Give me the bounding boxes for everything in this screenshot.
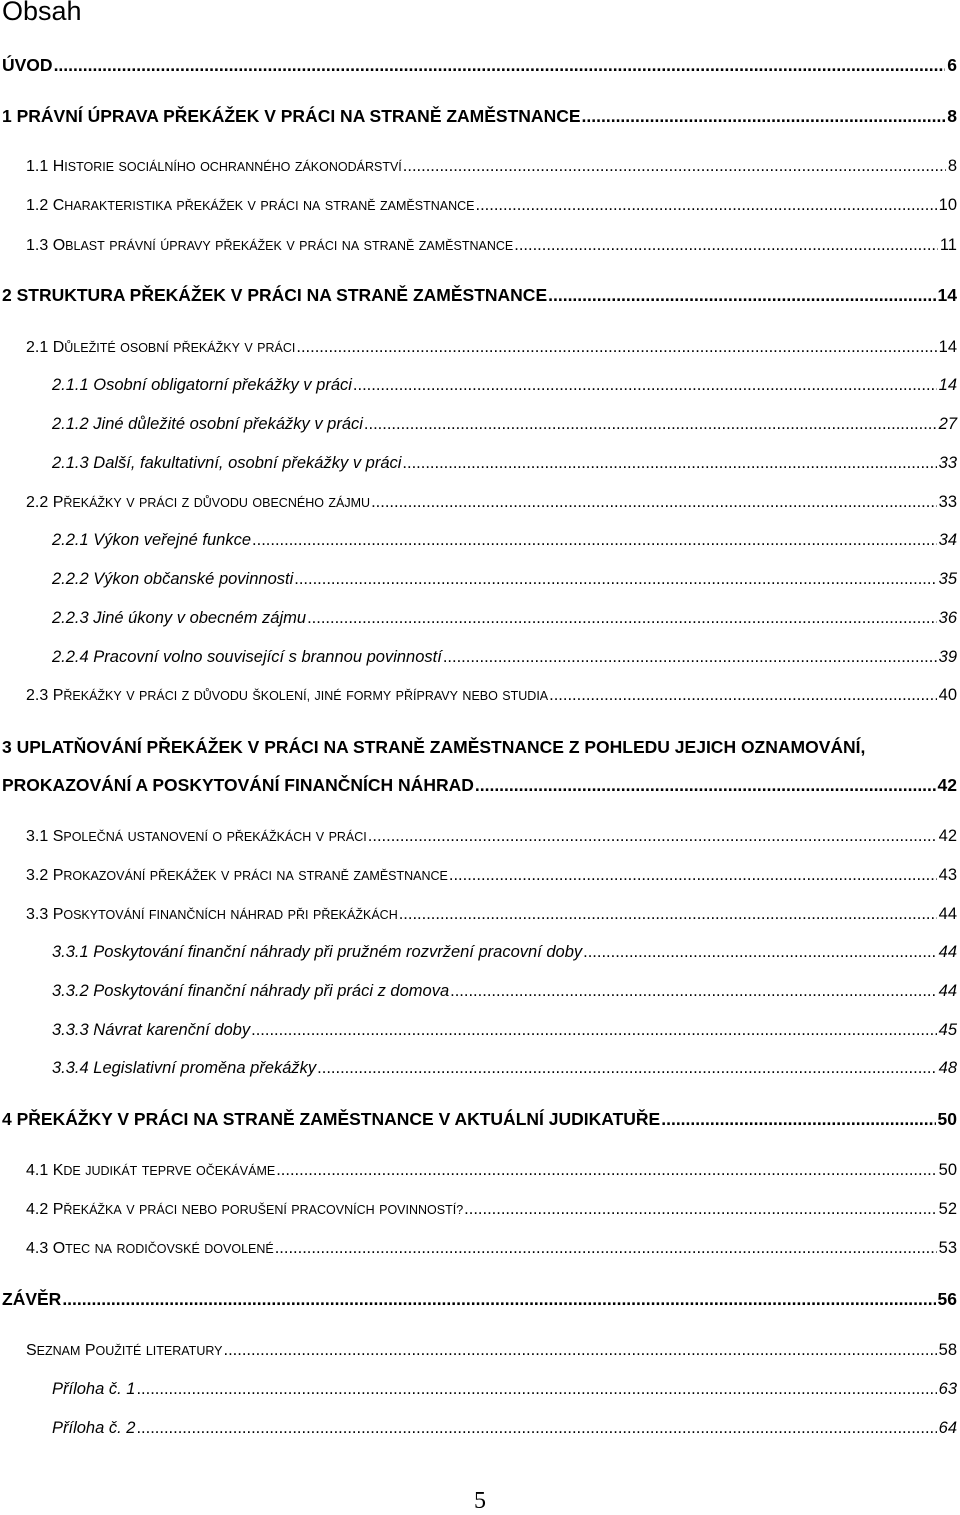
toc-entry-page: 50 <box>938 1161 957 1179</box>
toc-entry-page: 36 <box>938 609 957 627</box>
toc-entry-label: 1.3 OBLAST PRÁVNÍ ÚPRAVY PŘEKÁŽEK V PRÁCI NA STRANĚ ZAMĚSTNANCE <box>26 237 514 254</box>
toc-entry[interactable] <box>26 684 957 706</box>
toc-entry-label: 2.2.2 Výkon občanské povinnosti <box>52 570 294 588</box>
toc-entry-page: 40 <box>938 686 957 704</box>
toc-entry[interactable] <box>52 1019 957 1041</box>
toc-entry-label: 2.2 PŘEKÁŽKY V PRÁCI Z DŮVODU OBECNÉHO ZÁJMU <box>26 494 371 511</box>
toc-entry-page: 42 <box>937 775 957 795</box>
toc-entry-page: 58 <box>938 1341 957 1359</box>
toc-leader-dots <box>223 1339 936 1361</box>
toc-leader-dots <box>364 413 937 435</box>
toc-entry-page: 52 <box>938 1200 957 1218</box>
toc-leader-dots <box>399 903 937 925</box>
toc-entry-page: 11 <box>939 236 957 254</box>
toc-entry-label: 1.1 HISTORIE SOCIÁLNÍHO OCHRANNÉHO ZÁKONODÁRSTVÍ <box>26 158 402 175</box>
toc-entry-page: 35 <box>938 570 957 588</box>
toc-entry-page: 33 <box>938 493 957 511</box>
toc-entry-page: 27 <box>938 415 957 433</box>
toc-entry-label: 2.2.4 Pracovní volno související s brannou povinností <box>52 648 442 666</box>
page-title: Obsah <box>2 0 82 26</box>
toc-leader-dots <box>317 1057 936 1079</box>
toc-entry[interactable] <box>26 903 957 925</box>
toc-leader-dots <box>450 980 937 1002</box>
toc-entry[interactable] <box>26 825 957 847</box>
toc-leader-dots <box>368 825 937 847</box>
toc-entry[interactable] <box>26 1198 957 1220</box>
toc-entry-label: 2.2.1 Výkon veřejné funkce <box>52 531 252 549</box>
toc-leader-dots <box>62 1288 935 1310</box>
toc-leader-dots <box>464 1198 936 1220</box>
toc-entry[interactable] <box>52 568 957 590</box>
toc-entry-label: 3.3.2 Poskytování finanční náhrady při práci z domova <box>52 982 450 1000</box>
toc-leader-dots <box>136 1417 936 1439</box>
toc-entry-label: 3.2 PROKAZOVÁNÍ PŘEKÁŽEK V PRÁCI NA STRANĚ ZAMĚSTNANCE <box>26 867 448 884</box>
toc-entry[interactable] <box>26 1159 957 1181</box>
toc-entry-label: 2.1 DŮLEŽITÉ OSOBNÍ PŘEKÁŽKY V PRÁCI <box>26 339 296 356</box>
toc-entry-page: 43 <box>938 866 957 884</box>
toc-entry[interactable] <box>2 105 957 127</box>
toc-leader-dots <box>548 284 935 306</box>
toc-entry-label: 4.3 OTEC NA RODIČOVSKÉ DOVOLENÉ <box>26 1240 274 1257</box>
toc-entry[interactable] <box>52 413 957 435</box>
toc-entry-label: 2.1.3 Další, fakultativní, osobní překážky v práci <box>52 454 402 472</box>
toc-entry-label: 2 STRUKTURA PŘEKÁŽEK V PRÁCI NA STRANĚ ZAMĚSTNANCE <box>2 285 548 305</box>
toc-entry-label: 3 UPLATŇOVÁNÍ PŘEKÁŽEK V PRÁCI NA STRANĚ ZAMĚSTNANCE Z POHLEDU JEJICH OZNAMOVÁNÍ, <box>2 737 866 757</box>
toc-entry-page: 42 <box>938 827 957 845</box>
toc-entry[interactable] <box>26 491 957 513</box>
toc-leader-dots <box>661 1108 935 1130</box>
toc-entry-label: 4 PŘEKÁŽKY V PRÁCI NA STRANĚ ZAMĚSTNANCE V AKTUÁLNÍ JUDIKATUŘE <box>2 1109 661 1129</box>
toc-entry-page: 33 <box>938 454 957 472</box>
toc-leader-dots <box>514 234 938 256</box>
toc-leader-dots <box>136 1378 936 1400</box>
toc-leader-dots <box>443 646 937 668</box>
toc-entry-label: 3.3.3 Návrat karenční doby <box>52 1021 251 1039</box>
toc-entry[interactable] <box>2 736 957 758</box>
toc-entry[interactable] <box>26 1237 957 1259</box>
toc-entry-page: 14 <box>938 376 957 394</box>
toc-entry[interactable] <box>26 155 957 177</box>
page-number: 5 <box>474 1488 486 1514</box>
toc-entry-page: 10 <box>938 196 957 214</box>
toc-entry-label: ÚVOD <box>2 55 53 75</box>
toc-entry-page: 48 <box>938 1059 957 1077</box>
toc-entry-label: 1 PRÁVNÍ ÚPRAVA PŘEKÁŽEK V PRÁCI NA STRANĚ ZAMĚSTNANCE <box>2 106 581 126</box>
toc-entry-page: 45 <box>938 1021 957 1039</box>
toc-entry-label: 2.2.3 Jiné úkony v obecném zájmu <box>52 609 307 627</box>
toc-entry-page: 64 <box>938 1419 957 1437</box>
toc-entry[interactable] <box>26 336 957 358</box>
toc-entry-label: PROKAZOVÁNÍ A POSKYTOVÁNÍ FINANČNÍCH NÁHRAD <box>2 775 474 795</box>
toc-leader-dots <box>353 374 937 396</box>
toc-leader-dots <box>54 54 946 76</box>
toc-leader-dots <box>475 774 936 796</box>
toc-entry[interactable] <box>52 941 957 963</box>
toc-leader-dots <box>549 684 937 706</box>
toc-entry-page: 44 <box>938 982 957 1000</box>
toc-leader-dots <box>307 607 937 629</box>
toc-entry-label: 3.3.4 Legislativní proměna překážky <box>52 1059 317 1077</box>
toc-entry-page: 14 <box>937 285 957 305</box>
toc-entry-label: 2.3 PŘEKÁŽKY V PRÁCI Z DŮVODU ŠKOLENÍ, JINÉ FORMY PŘÍPRAVY NEBO STUDIA <box>26 687 549 704</box>
toc-entry[interactable] <box>52 646 957 668</box>
toc-entry-page: 39 <box>938 648 957 666</box>
toc-entry-page: 53 <box>938 1239 957 1257</box>
toc-entry-label: 4.2 PŘEKÁŽKA V PRÁCI NEBO PORUŠENÍ PRACOVNÍCH POVINNOSTÍ? <box>26 1201 464 1218</box>
toc-entry-page: 14 <box>938 338 957 356</box>
toc-leader-dots <box>582 105 946 127</box>
toc-entry-page: 8 <box>947 157 957 175</box>
toc-entry-label: SEZNAM POUŽITÉ LITERATURY <box>26 1342 223 1359</box>
toc-leader-dots <box>252 529 937 551</box>
toc-leader-dots <box>371 491 937 513</box>
toc-entry[interactable] <box>26 234 957 256</box>
toc-leader-dots <box>251 1019 937 1041</box>
toc-leader-dots <box>294 568 936 590</box>
toc-entry-label: 2.1.2 Jiné důležité osobní překážky v práci <box>52 415 363 433</box>
toc-entry-label: 2.1.1 Osobní obligatorní překážky v práci <box>52 376 352 394</box>
toc-leader-dots <box>449 864 937 886</box>
toc-entry-page: 8 <box>947 106 957 126</box>
toc-entry[interactable] <box>52 1417 957 1439</box>
toc-entry[interactable] <box>52 529 957 551</box>
toc-entry-label: 3.1 SPOLEČNÁ USTANOVENÍ O PŘEKÁŽKÁCH V PRÁCI <box>26 828 367 845</box>
toc-entry[interactable] <box>2 284 957 306</box>
toc-entry[interactable] <box>52 1378 957 1400</box>
toc-leader-dots <box>403 155 946 177</box>
toc-entry-page: 44 <box>938 905 957 923</box>
toc-entry-page: 6 <box>947 55 957 75</box>
toc-entry-label: 3.3 POSKYTOVÁNÍ FINANČNÍCH NÁHRAD PŘI PŘEKÁŽKÁCH <box>26 906 398 923</box>
toc-entry[interactable] <box>52 452 957 474</box>
toc-leader-dots <box>296 336 936 358</box>
toc-leader-dots <box>402 452 936 474</box>
toc-leader-dots <box>583 941 937 963</box>
toc-entry-label: 3.3.1 Poskytování finanční náhrady při pružném rozvržení pracovní doby <box>52 943 583 961</box>
toc-leader-dots <box>276 1159 936 1181</box>
toc-entry[interactable] <box>52 607 957 629</box>
toc-entry[interactable] <box>26 864 957 886</box>
toc-entry-page: 63 <box>938 1380 957 1398</box>
toc-entry-label: 1.2 CHARAKTERISTIKA PŘEKÁŽEK V PRÁCI NA STRANĚ ZAMĚSTNANCE <box>26 197 475 214</box>
toc-entry[interactable] <box>2 774 957 796</box>
toc-entry[interactable] <box>52 374 957 396</box>
toc-entry-label: Příloha č. 2 <box>52 1419 136 1437</box>
toc-entry[interactable] <box>2 1108 957 1130</box>
toc-entry-label: ZÁVĚR <box>2 1289 62 1309</box>
toc-entry-page: 34 <box>938 531 957 549</box>
toc-entry[interactable] <box>2 1288 957 1310</box>
toc-entry-label: Příloha č. 1 <box>52 1380 136 1398</box>
toc-entry-label: 4.1 KDE JUDIKÁT TEPRVE OČEKÁVÁME <box>26 1162 276 1179</box>
toc-entry-page: 56 <box>937 1289 957 1309</box>
toc-leader-dots <box>275 1237 937 1259</box>
toc-entry-page: 44 <box>938 943 957 961</box>
toc-leader-dots <box>475 194 936 216</box>
toc-entry[interactable] <box>52 1057 957 1079</box>
toc-entry[interactable] <box>26 1339 957 1361</box>
toc-entry[interactable] <box>52 980 957 1002</box>
toc-entry-page: 50 <box>937 1109 957 1129</box>
toc-entry[interactable] <box>26 194 957 216</box>
toc-entry[interactable] <box>2 54 957 76</box>
